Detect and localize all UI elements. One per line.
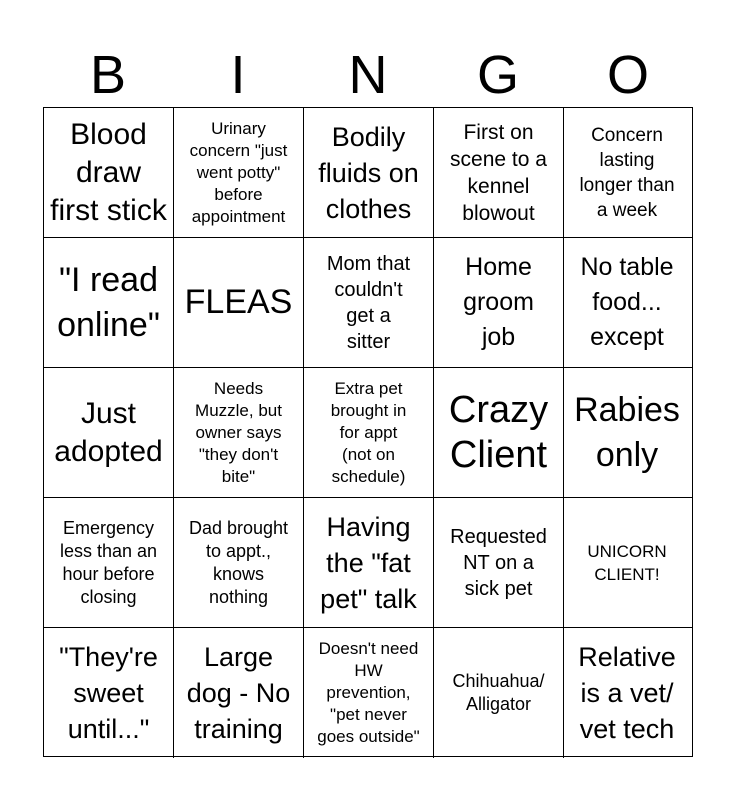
cell-text: Bodily fluids on clothes: [318, 121, 419, 224]
cell-text: Home groom job: [463, 253, 534, 351]
cell-text: Having the "fat pet" talk: [320, 511, 417, 614]
bingo-cell[interactable]: [304, 368, 434, 498]
bingo-cell[interactable]: [304, 498, 434, 628]
bingo-cell[interactable]: [44, 368, 174, 498]
bingo-cell[interactable]: [174, 368, 304, 498]
cell-text: Extra pet brought in for appt (not on schedule): [330, 378, 407, 486]
bingo-cell[interactable]: [434, 628, 564, 758]
header-letter-b: B: [89, 45, 127, 105]
cell-text: Dad brought to appt., knows nothing: [188, 517, 289, 607]
cell-text: Urinary concern "just went potty" before appointment: [189, 118, 288, 226]
cell-text: FLEAS: [184, 283, 293, 321]
bingo-cell[interactable]: [174, 628, 304, 758]
bingo-cell[interactable]: [44, 108, 174, 238]
cell-text: Large dog - No training: [186, 642, 291, 744]
bingo-cell[interactable]: [562, 628, 692, 758]
bingo-cell[interactable]: [44, 628, 174, 758]
cell-text: "They're sweet until...": [59, 642, 158, 744]
cell-text: UNICORN CLIENT!: [587, 541, 667, 584]
bingo-cell[interactable]: [304, 238, 434, 368]
header-letter-g: G: [476, 45, 519, 105]
cell-text: Needs Muzzle, but owner says "they don't bite": [195, 378, 282, 486]
bingo-cell[interactable]: [44, 238, 174, 368]
cell-text: Chihuahua/ Alligator: [452, 671, 545, 714]
cell-text: Crazy Client: [448, 388, 549, 476]
bingo-header: [43, 40, 693, 110]
cell-text: Blood draw first stick: [50, 117, 167, 227]
cell-text: Emergency less than an hour before closing: [59, 517, 158, 607]
bingo-board: [43, 107, 693, 757]
bingo-cell[interactable]: [562, 498, 692, 628]
cell-text: Relative is a vet/ vet tech: [578, 642, 676, 744]
bingo-cell[interactable]: [174, 498, 304, 628]
bingo-cell[interactable]: [304, 108, 434, 238]
header-letter-i: I: [230, 45, 246, 105]
bingo-cell[interactable]: [562, 238, 692, 368]
bingo-cell[interactable]: [434, 108, 564, 238]
cell-text: Mom that couldn't get a sitter: [326, 252, 411, 353]
bingo-cell[interactable]: [174, 238, 304, 368]
cell-text: No table food... except: [580, 253, 674, 351]
cell-text: Requested NT on a sick pet: [450, 525, 547, 600]
bingo-cell[interactable]: [434, 368, 564, 498]
bingo-cell[interactable]: [304, 628, 434, 758]
cell-text: Doesn't need HW prevention, "pet never goes outside": [317, 639, 420, 746]
bingo-cell[interactable]: [562, 108, 692, 238]
cell-text: Rabies only: [574, 390, 680, 474]
bingo-cell[interactable]: [434, 238, 564, 368]
header-letter-o: O: [606, 45, 649, 105]
bingo-cell[interactable]: [174, 108, 304, 238]
bingo-cell[interactable]: [562, 368, 692, 498]
bingo-cell[interactable]: [44, 498, 174, 628]
header-letter-n: N: [348, 45, 388, 105]
cell-text: Concern lasting longer than a week: [579, 124, 675, 221]
cell-text: Just adopted: [54, 396, 163, 468]
bingo-cell[interactable]: [434, 498, 564, 628]
cell-text: "I read online": [57, 260, 160, 344]
cell-text: First on scene to a kennel blowout: [450, 120, 547, 225]
